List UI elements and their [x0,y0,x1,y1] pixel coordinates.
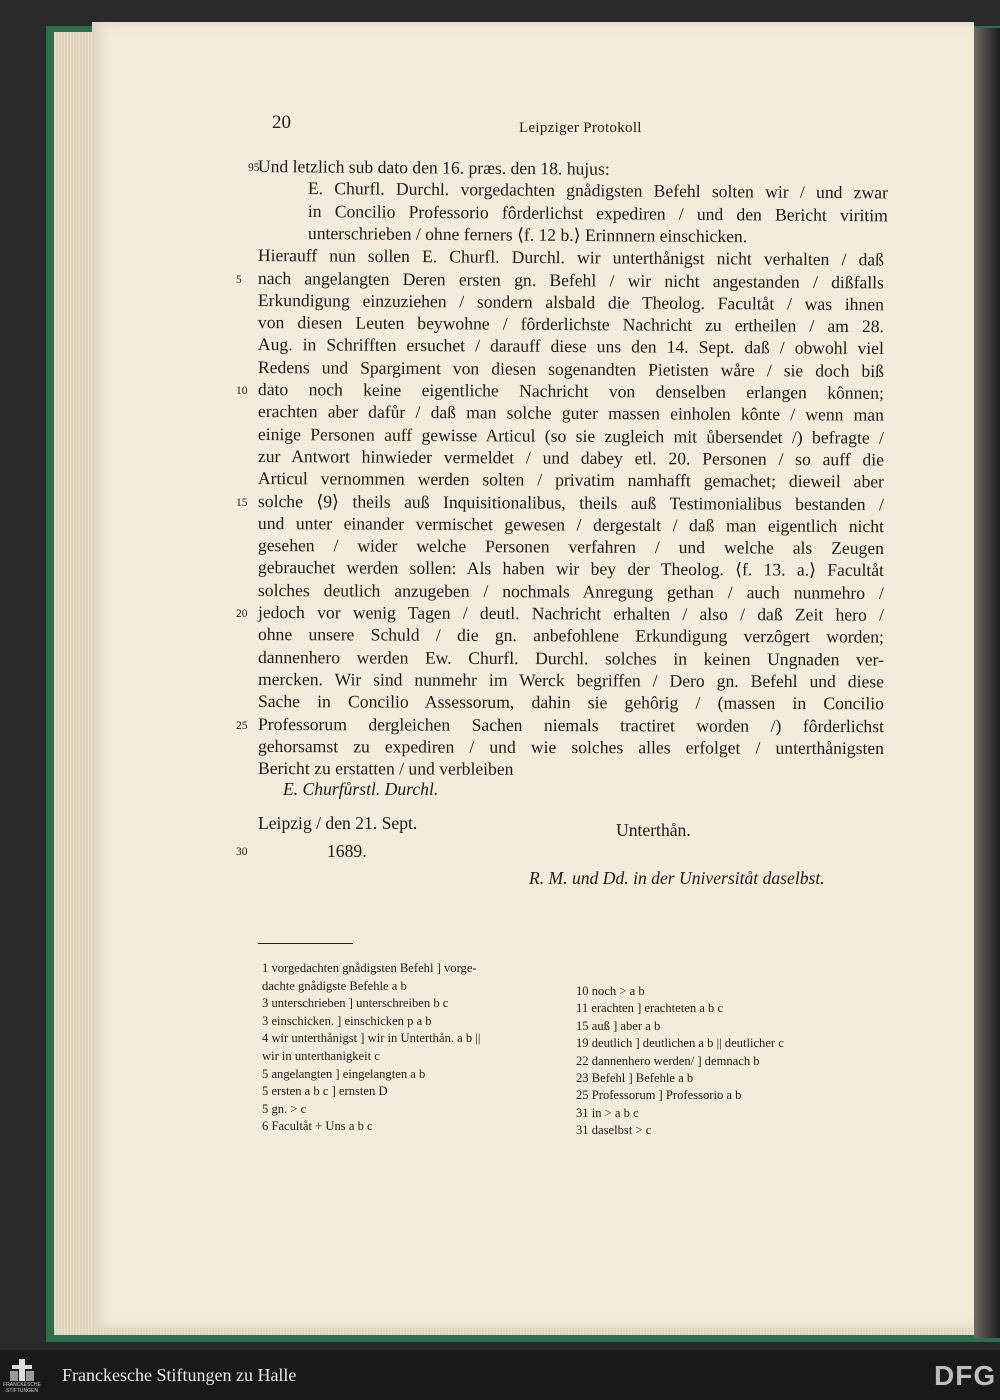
footnote: dachte gnådigste Befehle a b [262,978,407,993]
page-number: 20 [272,112,291,133]
line-number: 10 [236,385,248,397]
footnote: 25 Professorum ] Professorio a b [576,1088,742,1103]
footnote: 4 wir unterthånigst ] wir in Unterthån. a b || [262,1031,481,1046]
footnote: wir in unterthanigkeit c [262,1049,380,1063]
text-line: Bericht zu erstatten / und verbleiben [257,758,514,779]
text-line: unterschrieben / ohne ferners ⟨f. 12 b.⟩ Erinnnern einschicken. [307,222,748,247]
footnote: 11 erachten ] erachteten a b c [576,1001,724,1016]
text-line: einige Personen auff gewisse Articul (so sie zugleich mit ůbersendet /) befragte / [257,423,885,448]
year: 1689. [327,841,367,861]
signature: R. M. und Dd. in der Universitåt daselbst. [529,868,825,888]
running-head: Leipziger Protokoll [519,120,642,136]
text-line: Articul vernommen werden solten / privatim namhafft gemachet; dieweil aber [257,468,885,492]
text-line: zur Antwort hinwieder vermeldet / und dabey etl. 20. Personen / so auff die [257,445,885,470]
text-line: jedoch vor wenig Tagen / deutl. Nachricht erhalten / also / daß Zeit hero / [257,602,885,625]
salutation: E. Churfůrstl. Durchl. [283,779,439,799]
footnote: 5 angelangten ] eingelangten a b [262,1066,426,1081]
text-line: von diesen Leuten beywohne / fôrderlichste Nachricht zu ertheilen / am 28. [257,312,884,337]
text-line: Und letzlich sub dato den 16. præs. den 18. hujus: [257,156,610,179]
text-line: in Concilio Professorio fôrderlichst expediren / und den Bericht viritim [307,200,888,225]
footnote: 23 Befehl ] Befehle a b [576,1071,694,1085]
text-line: gebrauchet werden sollen: Als haben wir bey der Theolog. ⟨f. 13. a.⟩ Facultåt [257,557,885,581]
line-number: 20 [236,608,248,620]
text-line: nach angelangten Deren ersten gn. Befehl / wir nicht angestanden / dißfalls [257,267,884,292]
footnote: 5 gn. > c [262,1101,307,1116]
text-line: erachten aber dafůr / daß man solche guter massen einholen kônte / wenn man [257,401,885,426]
text-line: Hierauff nun sollen E. Churfl. Durchl. wir unterthånigst nicht verhalten / daß [257,245,884,270]
footnote: 5 ersten a b c ] ernsten D [262,1084,388,1099]
text-line: E. Churfl. Durchl. vorgedachten gnådigsten Befehl solten wir / und zwar [307,178,888,203]
text-line: Aug. in Schrifften ersuchet / darauff diese uns den 14. Sept. daß / obwohl viel [257,334,884,359]
institution-link[interactable]: Franckesche Stiftungen zu Halle [62,1365,297,1385]
footnote: 19 deutlich ] deutlichen a b || deutlicher c [576,1036,784,1051]
text-line: gehorsamst zu expediren / und wie solches alles erfolget / unterthånigsten [257,735,885,758]
footnote: 15 auß ] aber a b [576,1018,661,1033]
text-line: ohne unsere Schuld / die gn. anbefohlene Erkundigung verzôgert worden; [257,624,885,647]
logo-caption: FRANCKESCHE STIFTUNGEN [3,1382,41,1394]
line-number: 30 [236,846,248,858]
dfg-logo: DFG [934,1360,997,1391]
text-line: gesehen / wider welche Personen verfahren / und welche als Zeugen [257,535,885,559]
binding-shadow [974,28,1000,1338]
subscription: Unterthån. [616,820,691,840]
text-line: dannenhero werden Ew. Churfl. Durchl. solches in keinen Ungnaden ver- [257,646,885,670]
text-line: solches deutlich anzugeben / nochmals Anregung gethan / auch nunmehro / [257,579,885,603]
line-number: 95 [248,162,260,174]
text-line: dato noch keine eigentliche Nachricht von denselben erlangen kônnen; [257,379,885,403]
line-number: 15 [236,496,248,509]
footnote: 22 dannenhero werden/ ] demnach b [576,1053,760,1068]
footnote: 3 einschicken. ] einschicken p a b [262,1013,432,1028]
text-line: Redens und Spargiment von diesen sogenandten Pietisten wåre / sie doch biß [257,356,885,381]
footnote: 31 in > a b c [576,1105,639,1120]
text-line: Professorum dergleichen Sachen niemals tractiret worden /) fôrderlichst [257,713,885,736]
text-line: und unter einander vermischet gewesen / dergestalt / daß man eigentlich nicht [257,512,885,536]
text-line: Erkundigung einzuziehen / sondern alsbald die Theolog. Facultåt / was ihnen [257,289,884,315]
line-number: 25 [236,719,248,732]
footnote: 3 unterschrieben ] unterschreiben b c [262,996,449,1011]
footnote: 6 Facultåt + Uns a b c [262,1119,373,1134]
footnote-rule [258,943,353,944]
text-line: mercken. Wir sind nunmehr im Werck begriffen / Dero gn. Befehl und diese [257,668,885,692]
footnote: 31 daselbst > c [576,1123,652,1138]
text-line: solche ⟨9⟩ theils auß Inquisitionalibus, theils auß Testimonialibus bestanden / [257,490,885,514]
footnote: 10 noch > a b [576,984,645,998]
footnote: 1 vorgedachten gnådigsten Befehl ] vorge- [262,961,477,975]
text-line: Sache in Concilio Assessorum, dahin sie gehôrig / (massen in Concilio [257,691,885,714]
line-number: 5 [236,273,242,286]
place-date: Leipzig / den 21. Sept. [258,813,418,833]
